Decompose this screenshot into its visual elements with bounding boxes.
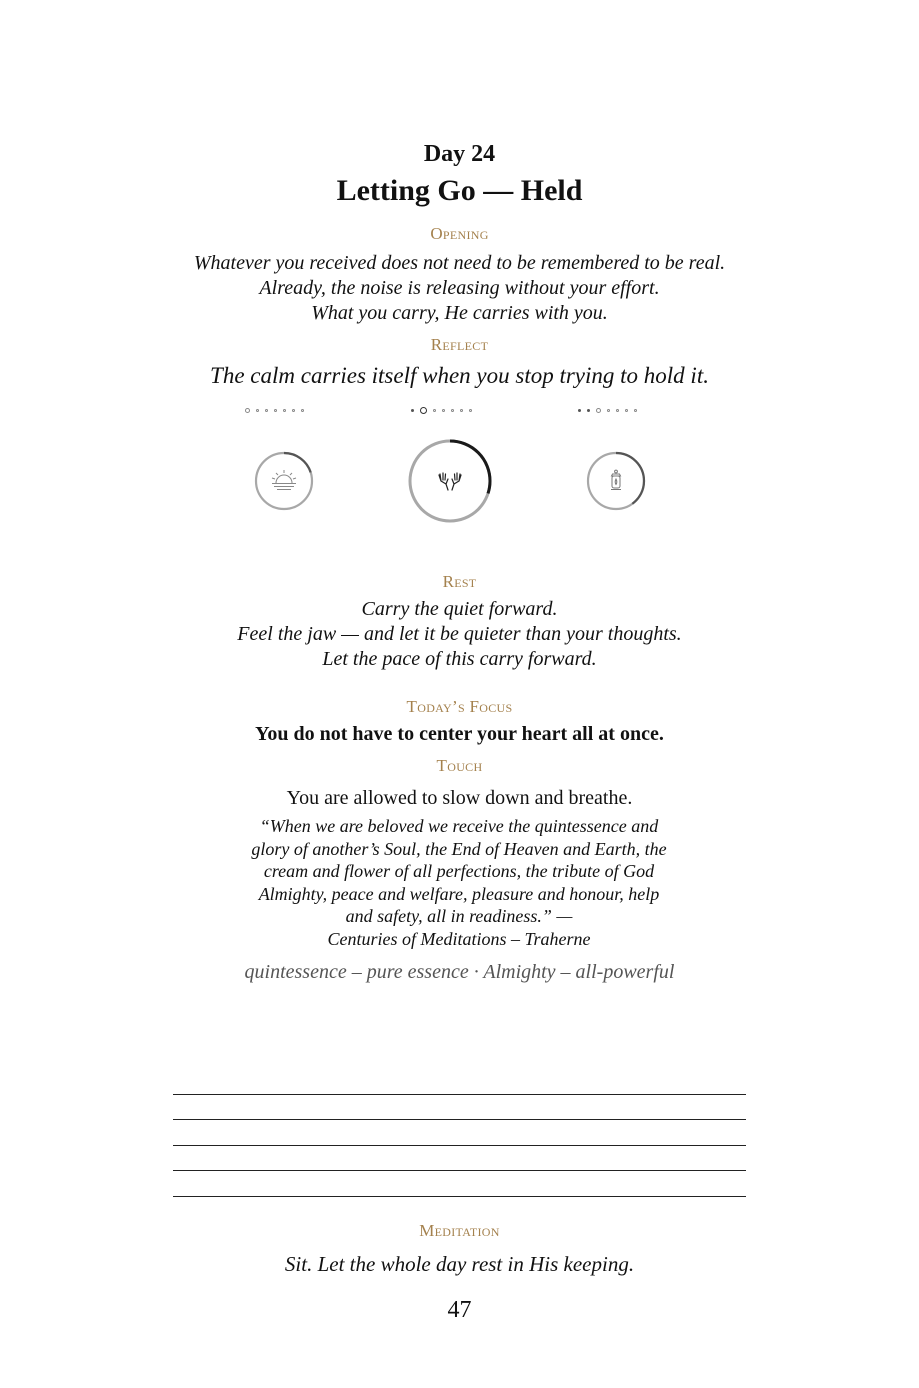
dot — [451, 409, 454, 412]
quote-line: “When we are beloved we receive the quintessence and — [259, 816, 659, 836]
dot — [265, 409, 268, 412]
opening-line: What you carry, He carries with you. — [311, 302, 608, 324]
day-heading: Day 24 — [423, 141, 496, 167]
dot — [460, 409, 463, 412]
breath-card-hands[interactable] — [408, 439, 492, 528]
opening-line: Whatever you received does not need to be remembered to be real. — [193, 252, 726, 274]
quote-attribution: Centuries of Meditations – Traherne — [327, 928, 591, 949]
quote-line: cream and flower of all perfections, the tribute of God — [263, 861, 655, 882]
rest-line: Carry the quiet forward. — [361, 598, 558, 620]
sunrise-icon — [272, 470, 296, 490]
page-number: 47 — [447, 1297, 472, 1323]
quote-block — [219, 815, 699, 951]
dot — [274, 409, 277, 412]
journal-line[interactable] — [173, 1119, 746, 1120]
page-title: Letting Go — Held — [336, 174, 583, 207]
breath-card-sunrise[interactable] — [254, 451, 314, 516]
breath-card-lantern[interactable] — [586, 451, 646, 516]
open-hands-icon — [439, 473, 461, 490]
dot — [433, 409, 436, 412]
focus-label: Today’s Focus — [406, 697, 513, 716]
rest-line: Let the pace of this carry forward. — [322, 648, 597, 670]
dot — [283, 409, 286, 412]
rest-label: Rest — [442, 572, 477, 591]
dot — [607, 409, 610, 412]
reflect-label: Reflect — [430, 335, 489, 354]
dots-indicator-center — [411, 405, 472, 415]
dot — [301, 409, 304, 412]
meditation-text: Sit. Let the whole day rest in His keeping. — [284, 1252, 635, 1276]
dot — [420, 407, 427, 414]
dot — [256, 409, 259, 412]
journal-line[interactable] — [173, 1196, 746, 1197]
dots-indicator-left — [245, 405, 304, 415]
dot — [596, 408, 601, 413]
quote-line: and safety, all in readiness.” — — [345, 906, 573, 927]
journal-line[interactable] — [173, 1094, 746, 1095]
rest-text — [0, 597, 919, 672]
focus-text: You do not have to center your heart all at once. — [255, 723, 664, 745]
dot — [411, 409, 414, 412]
glossary-note: quintessence – pure essence · Almighty – all-powerful — [244, 961, 675, 983]
dot — [625, 409, 628, 412]
dot — [292, 409, 295, 412]
opening-line: Already, the noise is releasing without your effort. — [259, 277, 660, 299]
journal-line[interactable] — [173, 1170, 746, 1171]
dot — [634, 409, 637, 412]
touch-text: You are allowed to slow down and breathe. — [286, 787, 633, 809]
meditation-label: Meditation — [419, 1221, 500, 1240]
rest-line: Feel the jaw — and let it be quieter than your thoughts. — [237, 623, 682, 645]
dot — [587, 409, 590, 412]
reflect-text: The calm carries itself when you stop trying to hold it. — [210, 363, 709, 388]
opening-label: Opening — [430, 224, 489, 243]
dot — [616, 409, 619, 412]
dots-indicator-right — [578, 405, 637, 415]
quote-line: Almighty, peace and welfare, pleasure and honour, help — [258, 883, 660, 904]
dot — [578, 409, 581, 412]
dot — [469, 409, 472, 412]
dot — [245, 408, 250, 413]
quote-line: glory of another’s Soul, the End of Heaven and Earth, the — [251, 838, 667, 859]
journal-line[interactable] — [173, 1145, 746, 1146]
touch-label: Touch — [436, 756, 483, 775]
lantern-icon — [611, 470, 621, 489]
dot — [442, 409, 445, 412]
opening-text — [0, 251, 919, 326]
